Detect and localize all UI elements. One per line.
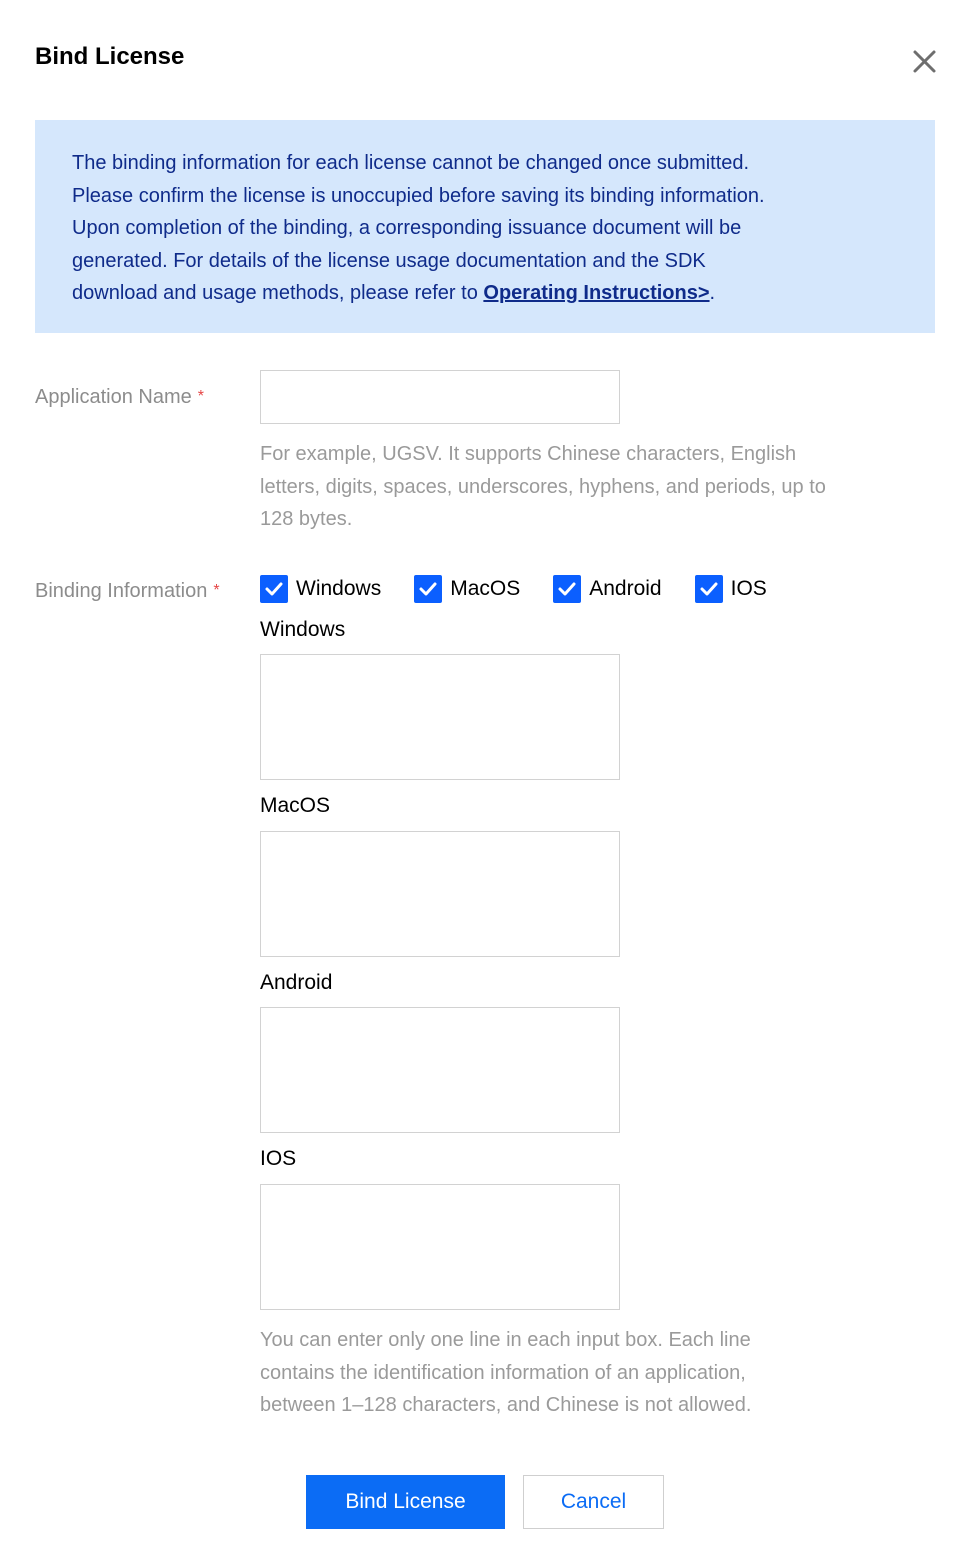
close-icon[interactable] bbox=[906, 44, 942, 80]
notice-line-5-suffix: . bbox=[709, 282, 716, 304]
notice-line-2: Please confirm the license is unoccupied before saving its binding information. bbox=[72, 184, 765, 207]
windows-identification-textarea[interactable] bbox=[260, 654, 620, 780]
checkbox-ios-label: IOS bbox=[730, 577, 767, 600]
checkbox-windows[interactable] bbox=[260, 575, 381, 603]
required-mark: * bbox=[213, 582, 220, 599]
binding-hint-line-1: You can enter only one line in each input box. Each line bbox=[260, 1329, 751, 1351]
application-name-label-text: Application Name bbox=[35, 386, 192, 408]
checkbox-macos-label: MacOS bbox=[450, 577, 521, 600]
checkbox-android[interactable] bbox=[553, 575, 661, 603]
info-notice bbox=[35, 120, 935, 333]
checkbox-macos[interactable] bbox=[414, 575, 520, 603]
checkbox-checked-icon[interactable] bbox=[414, 575, 442, 603]
checkbox-checked-icon[interactable] bbox=[553, 575, 581, 603]
checkbox-checked-icon[interactable] bbox=[695, 575, 723, 603]
cancel-button[interactable]: Cancel bbox=[523, 1475, 664, 1529]
required-mark: * bbox=[197, 388, 204, 405]
application-name-input[interactable] bbox=[260, 370, 620, 424]
platform-checkbox-group bbox=[260, 574, 767, 604]
ios-identification-textarea[interactable] bbox=[260, 1184, 620, 1310]
application-name-hint bbox=[260, 438, 900, 536]
checkbox-checked-icon[interactable] bbox=[260, 575, 288, 603]
checkbox-android-label: Android bbox=[589, 577, 662, 600]
android-identification-textarea[interactable] bbox=[260, 1007, 620, 1133]
binding-information-hint bbox=[260, 1324, 900, 1422]
checkbox-ios[interactable] bbox=[695, 575, 767, 603]
notice-line-1: The binding information for each license cannot be changed once submitted. bbox=[72, 152, 750, 174]
notice-line-3: Upon completion of the binding, a corresponding issuance document will be bbox=[72, 217, 742, 239]
macos-section-title: MacOS bbox=[260, 794, 331, 817]
application-name-label bbox=[35, 384, 204, 410]
dialog-title: Bind License bbox=[35, 43, 185, 70]
binding-information-label-text: Binding Information bbox=[35, 580, 208, 602]
android-section-title: Android bbox=[260, 971, 333, 994]
notice-line-5 bbox=[72, 277, 898, 310]
binding-information-label bbox=[35, 578, 220, 604]
macos-identification-textarea[interactable] bbox=[260, 831, 620, 957]
ios-section-title: IOS bbox=[260, 1147, 297, 1170]
bind-license-button[interactable]: Bind License bbox=[306, 1475, 505, 1529]
application-name-hint-line-3: 128 bytes. bbox=[260, 508, 353, 530]
binding-hint-line-2: contains the identification information of an application, bbox=[260, 1361, 746, 1384]
windows-section-title: Windows bbox=[260, 618, 346, 641]
application-name-hint-line-2: letters, digits, spaces, underscores, hyphens, and periods, up to bbox=[260, 475, 826, 498]
binding-hint-line-3: between 1–128 characters, and Chinese is not allowed. bbox=[260, 1394, 752, 1416]
operating-instructions-link[interactable]: Operating Instructions> bbox=[483, 282, 710, 304]
notice-line-4: generated. For details of the license usage documentation and the SDK bbox=[72, 249, 706, 272]
application-name-hint-line-1: For example, UGSV. It supports Chinese characters, English bbox=[260, 443, 797, 465]
checkbox-windows-label: Windows bbox=[296, 577, 382, 600]
notice-line-5-prefix: download and usage methods, please refer to bbox=[72, 282, 484, 304]
